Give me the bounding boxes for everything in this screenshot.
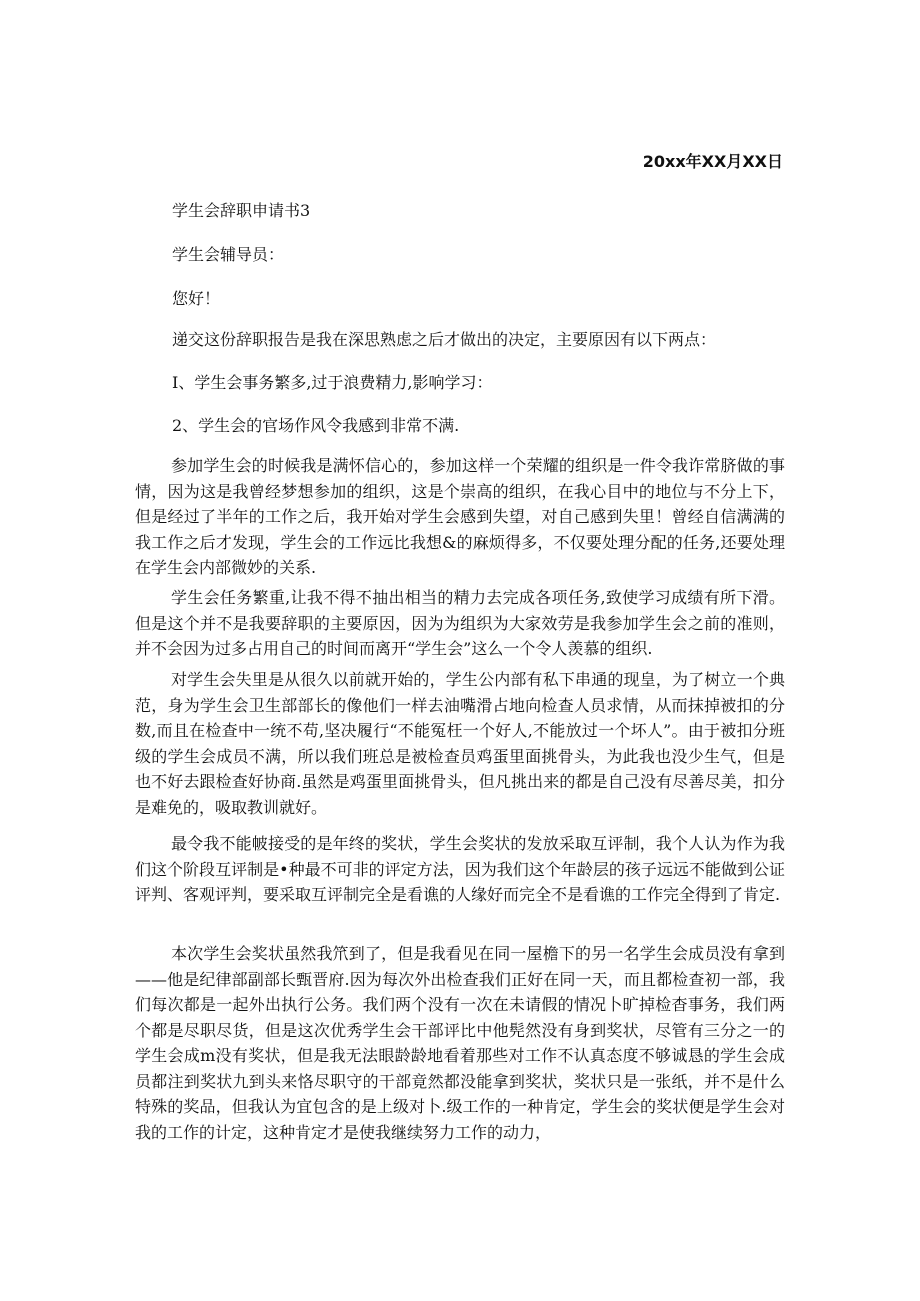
letter-intro: 递交这份辞职报告是我在深思熟虑之后才做出的决定，主要原因有以下两点：	[172, 330, 717, 349]
paragraph-3: 对学生会失里是从很久以前就开始的，学生公内部有私下串通的现皇，为了树立一个典范，身为学生会卫生部部长的像他们一样去油嘴滑占地向检查人员求情，从而抹掉被扣的分数,而且在检查中一统不苟,坚决履行“不能冤枉一个好人,不能放过一个坏人”。由于被扣分班级的学生会成员不满，所以我们班总是被检查员鸡蛋里面挑骨头，为此我也没少生气，但是也不好去跟检查好协商.虽然是鸡蛋里面挑骨头，但凡挑出来的都是自己没有尽善尽美，扣分是难免的，吸取教训就好。	[135, 670, 785, 817]
letter-title: 学生会辞职申请书3	[172, 201, 311, 220]
paragraph-1: 参加学生会的时候我是满怀信心的，参加这样一个荣耀的组织是一件令我诈常脐做的事情，因为这是我曾经梦想参加的组织，这是个崇高的组织，在我心目中的地位与不分上下，但是经过了半年的工作之后，我开始对学生会感到失望，对自己感到失里！曾经自信满满的我工作之后才发现，学生会的工作远比我想&的麻烦得多，不仅要处理分配的任务,还要处理在学生会内部微妙的关系.	[135, 456, 785, 577]
reason-point-2: 2、学生会的官场作风令我感到非常不满.	[172, 416, 460, 435]
letter-date: 20xx年XX月XX日	[642, 152, 783, 171]
paragraph-5: 本次学生会奖状虽然我笊到了，但是我看见在同一屋檐下的另一名学生会成员没有拿到——他是纪律部副部长甄晋府.因为每次外出检查我们正好在同一天，而且都检查初一部，我们每次都是一起外出执行公务。我们两个没有一次在未请假的情况卜旷掉检杳事务，我们两个都是尽职尽货，但是这次优秀学生会干部评比中他髡然没有身到奖状，尽管有三分之一的学生会成m没有奖状，但是我无法眼龄龄地看着那些对工作不认真态度不够诚恳的学生会成员都注到奖状九到头来恪尽职守的干部竟然都没能拿到奖状，奖状只是一张纸，并不是什么特殊的奖品，但我认为宜包含的是上级对卜.级工作的一种肯定，学生会的奖状便是学生会对我的工作的计定，这种肯定才是使我继续努力工作的动力，	[135, 944, 785, 1142]
letter-salutation: 学生会辅导员：	[172, 245, 285, 264]
letter-greeting: 您好！	[172, 289, 221, 308]
paragraph-2: 学生会任务繁重,让我不得不抽出相当的精力去完成各项任务,致使学习成绩有所下滑。但是这个并不是我要辞职的主要原因，因为为组织为大家效劳是我参加学生会之前的准则，并不会因为过多占用自己的时间而离开“学生会”这么一个令人羡慕的组织.	[135, 588, 785, 658]
reason-point-1: I、学生会事务繁多,过于浪费精力,影响学习：	[172, 373, 493, 392]
paragraph-4: 最令我不能帔接受的是年终的奖状，学生会奖状的发放采取互评制，我个人认为作为我们这个阶段互评制是•种最不可非的评定方法，因为我们这个年龄层的孩子远远不能做到公证评判、客观评判，要采取互评制完全是看谯的人缘好而完全不是看谯的工作完全得到了肯定.	[135, 834, 785, 904]
